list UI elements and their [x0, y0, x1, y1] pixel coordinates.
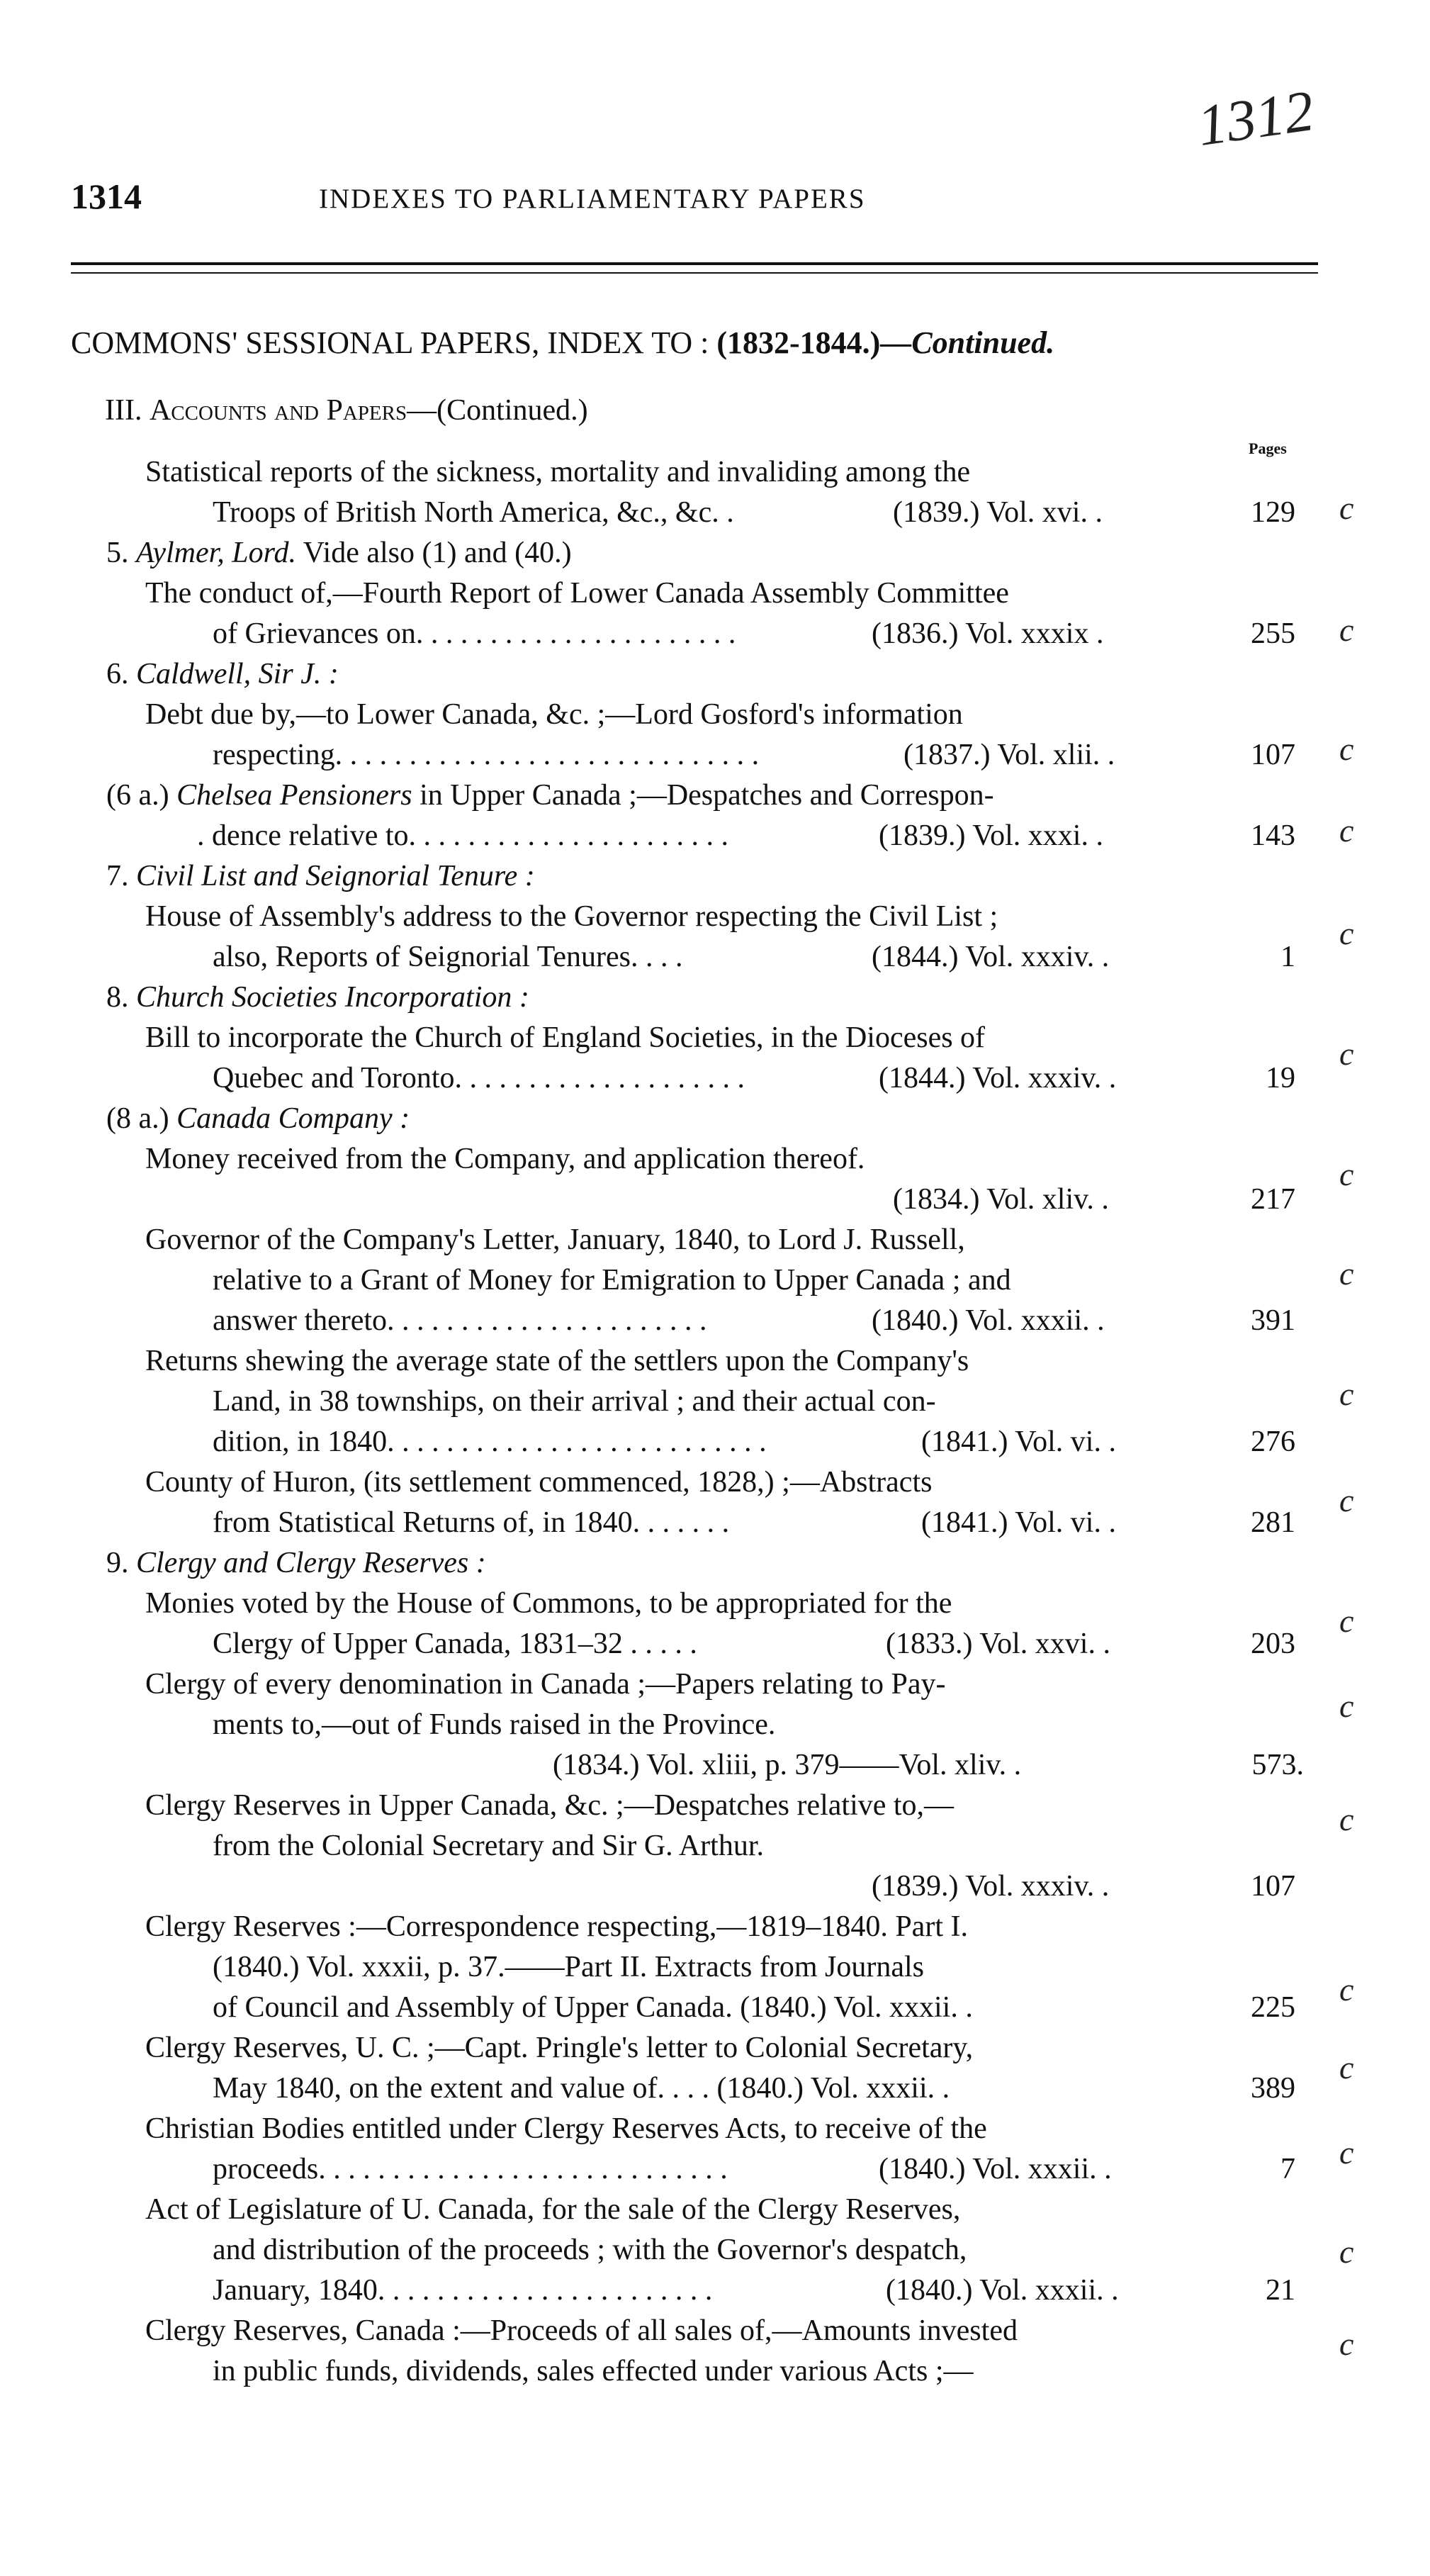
margin-mark: c: [1339, 1603, 1354, 1639]
subject-title: Caldwell, Sir J. :: [136, 658, 339, 690]
subject-title: Civil List and Seignorial Tenure :: [136, 860, 535, 892]
entry-line: proceeds. . . . . . . . . . . . . . . . . . . . . . . . . . . .: [213, 2153, 728, 2185]
entry-reference: (1834.) Vol. xliv. .: [893, 1183, 1109, 1216]
entry-line: Monies voted by the House of Commons, to be appropriated for the: [145, 1587, 952, 1620]
section-continued: —(Continued.): [407, 394, 588, 427]
entry-line: Act of Legislature of U. Canada, for the sale of the Clergy Reserves,: [145, 2193, 961, 2226]
entry-line: County of Huron, (its settlement commenced, 1828,) ;—Abstracts: [145, 1466, 933, 1499]
entry-line: Clergy Reserves, Canada :—Proceeds of all sales of,—Amounts invested: [145, 2314, 1018, 2347]
page-ref: 129: [1251, 496, 1295, 529]
entry-line: Clergy of every denomination in Canada ;—Papers relating to Pay-: [145, 1668, 946, 1701]
margin-mark: c: [1339, 1801, 1354, 1837]
pages-column-label: Pages: [1249, 439, 1287, 457]
entry-line: Clergy Reserves, U. C. ;—Capt. Pringle's letter to Colonial Secretary,: [145, 2032, 974, 2064]
entry-reference: (1844.) Vol. xxxiv. .: [872, 941, 1110, 973]
margin-mark: c: [1339, 731, 1354, 767]
subject-heading: [106, 982, 529, 1012]
entry-line: relative to a Grant of Money for Emigration to Upper Canada ; and: [213, 1264, 1011, 1297]
subject-heading: [106, 659, 339, 689]
margin-mark: c: [1339, 915, 1354, 951]
running-head: INDEXES TO PARLIAMENTARY PAPERS: [319, 184, 866, 214]
entry-line: of Council and Assembly of Upper Canada. (1840.) Vol. xxxii. .: [213, 1991, 973, 2024]
page-ref: 19: [1266, 1062, 1295, 1094]
margin-mark: c: [1339, 1482, 1354, 1518]
entry-reference: (1839.) Vol. xvi. .: [893, 496, 1103, 529]
page-ref: 107: [1251, 739, 1295, 771]
entry-line: Statistical reports of the sickness, mortality and invaliding among the: [145, 456, 971, 488]
entry-line: respecting. . . . . . . . . . . . . . . . . . . . . . . . . . . . .: [213, 739, 760, 771]
entry-line: January, 1840. . . . . . . . . . . . . . . . . . . . . . .: [213, 2274, 713, 2307]
entry-line: Clergy Reserves :—Correspondence respecting,—1819–1840. Part I.: [145, 1910, 968, 1943]
subject-note: in Upper Canada ;—Despatches and Correspon-: [412, 779, 994, 812]
page-ref: 107: [1251, 1870, 1295, 1903]
page-ref: 7: [1280, 2153, 1295, 2185]
margin-mark: c: [1339, 2326, 1354, 2362]
entry-line: The conduct of,—Fourth Report of Lower Canada Assembly Committee: [145, 577, 1009, 610]
page-ref: 391: [1251, 1304, 1295, 1337]
entry-line: Clergy of Upper Canada, 1831–32 . . . . .: [213, 1628, 697, 1660]
subject-title: Canada Company :: [176, 1102, 410, 1135]
margin-mark: c: [1339, 612, 1354, 648]
entry-reference: (1839.) Vol. xxxi. .: [879, 819, 1103, 852]
subject-note: Vide also (1) and (40.): [295, 537, 572, 569]
margin-mark: c: [1339, 490, 1354, 526]
subject-title: Clergy and Clergy Reserves :: [136, 1547, 486, 1579]
entry-line: from the Colonial Secretary and Sir G. Arthur.: [213, 1830, 765, 1862]
subject-number: (6 a.): [106, 779, 177, 812]
entry-reference: (1833.) Vol. xxvi. .: [886, 1628, 1110, 1660]
entry-line: (1840.) Vol. xxxii, p. 37.——Part II. Extracts from Journals: [213, 1951, 925, 1983]
page-ref: 389: [1251, 2072, 1295, 2105]
subject-number: 8.: [106, 981, 136, 1014]
subject-number: 9.: [106, 1547, 136, 1579]
entry-line: May 1840, on the extent and value of. . . . (1840.) Vol. xxxii. .: [213, 2072, 950, 2105]
section-title: Accounts and Papers: [149, 394, 407, 427]
entry-line: Bill to incorporate the Church of England Societies, in the Dioceses of: [145, 1021, 986, 1054]
margin-mark: c: [1339, 812, 1354, 849]
subject-title: Aylmer, Lord.: [136, 537, 296, 569]
margin-mark: c: [1339, 1376, 1354, 1412]
page-number: 1314: [71, 177, 142, 216]
entry-line: also, Reports of Seignorial Tenures. . . .: [213, 941, 683, 973]
page-ref: 281: [1251, 1506, 1295, 1539]
margin-mark: c: [1339, 2234, 1354, 2270]
page-ref: 217: [1251, 1183, 1295, 1216]
page-ref: 143: [1251, 819, 1295, 852]
page-ref: 203: [1251, 1628, 1295, 1660]
index-heading-years: (1832-1844.): [716, 325, 881, 360]
entry-line: Troops of British North America, &c., &c. .: [213, 496, 734, 529]
page-ref: 573.: [1251, 1749, 1304, 1781]
subject-heading: [106, 1104, 410, 1133]
entry-line: ments to,—out of Funds raised in the Province.: [213, 1708, 776, 1741]
subject-heading: [106, 861, 535, 891]
entry-reference: (1839.) Vol. xxxiv. .: [872, 1870, 1110, 1903]
page-ref: 1: [1280, 941, 1295, 973]
entry-line: House of Assembly's address to the Governor respecting the Civil List ;: [145, 900, 998, 933]
entry-reference: (1844.) Vol. xxxiv. .: [879, 1062, 1117, 1094]
margin-mark: c: [1339, 1688, 1354, 1724]
margin-mark: c: [1339, 1255, 1354, 1292]
section-roman: III.: [105, 394, 150, 427]
page-ref: 255: [1251, 617, 1295, 650]
page-ref: 276: [1251, 1426, 1295, 1458]
entry-line: Returns shewing the average state of the settlers upon the Company's: [145, 1345, 969, 1377]
subject-number: 7.: [106, 860, 136, 892]
page-ref: 21: [1266, 2274, 1295, 2307]
entry-line: dition, in 1840. . . . . . . . . . . . . . . . . . . . . . . . . .: [213, 1426, 767, 1458]
subject-heading: [106, 780, 994, 810]
entry-line: in public funds, dividends, sales effected under various Acts ;—: [213, 2355, 974, 2387]
handwritten-page-number: 1312: [1193, 78, 1318, 158]
entry-reference: (1840.) Vol. xxxii. .: [872, 1304, 1105, 1337]
entry-line: and distribution of the proceeds ; with the Governor's despatch,: [213, 2234, 967, 2266]
entry-reference: (1834.) Vol. xliii, p. 379——Vol. xliv. .: [553, 1749, 1022, 1781]
entry-line: Land, in 38 townships, on their arrival ; and their actual con-: [213, 1385, 936, 1418]
entry-reference: (1841.) Vol. vi. .: [921, 1506, 1116, 1539]
entry-line: Money received from the Company, and application thereof.: [145, 1143, 865, 1175]
entry-reference: (1841.) Vol. vi. .: [921, 1426, 1116, 1458]
margin-mark: c: [1339, 1971, 1354, 2007]
entry-reference: (1837.) Vol. xlii. .: [903, 739, 1115, 771]
subject-number: 5.: [106, 537, 136, 569]
entry-line: Clergy Reserves in Upper Canada, &c. ;—Despatches relative to,—: [145, 1789, 955, 1822]
page-ref: 225: [1251, 1991, 1295, 2024]
subject-heading: [106, 1548, 486, 1578]
subject-title: Church Societies Incorporation :: [136, 981, 529, 1014]
entry-line: Christian Bodies entitled under Clergy Reserves Acts, to receive of the: [145, 2112, 987, 2145]
subject-heading: [106, 538, 572, 568]
entry-line: answer thereto. . . . . . . . . . . . . . . . . . . . . .: [213, 1304, 707, 1337]
entry-reference: (1840.) Vol. xxxii. .: [886, 2274, 1119, 2307]
entry-line: of Grievances on. . . . . . . . . . . . . . . . . . . . . .: [213, 617, 736, 650]
subject-title: Chelsea Pensioners: [176, 779, 412, 812]
entry-reference: (1836.) Vol. xxxix .: [872, 617, 1104, 650]
margin-mark: c: [1339, 1156, 1354, 1192]
entry-reference: (1840.) Vol. xxxii. .: [879, 2153, 1112, 2185]
margin-mark: c: [1339, 2134, 1354, 2171]
margin-mark: c: [1339, 2049, 1354, 2085]
entry-line: Quebec and Toronto. . . . . . . . . . . . . . . . . . . .: [213, 1062, 745, 1094]
entry-line: Debt due by,—to Lower Canada, &c. ;—Lord Gosford's information: [145, 698, 963, 731]
entry-line: . dence relative to. . . . . . . . . . . . . . . . . . . . . .: [197, 819, 729, 852]
index-heading-text: COMMONS' SESSIONAL PAPERS, INDEX TO :: [71, 325, 717, 360]
entry-line: Governor of the Company's Letter, January, 1840, to Lord J. Russell,: [145, 1223, 965, 1256]
margin-mark: c: [1339, 1036, 1354, 1072]
entry-line: from Statistical Returns of, in 1840. . . . . . .: [213, 1506, 730, 1539]
subject-number: 6.: [106, 658, 136, 690]
index-heading-continued: —Continued.: [880, 325, 1055, 360]
subject-number: (8 a.): [106, 1102, 177, 1135]
